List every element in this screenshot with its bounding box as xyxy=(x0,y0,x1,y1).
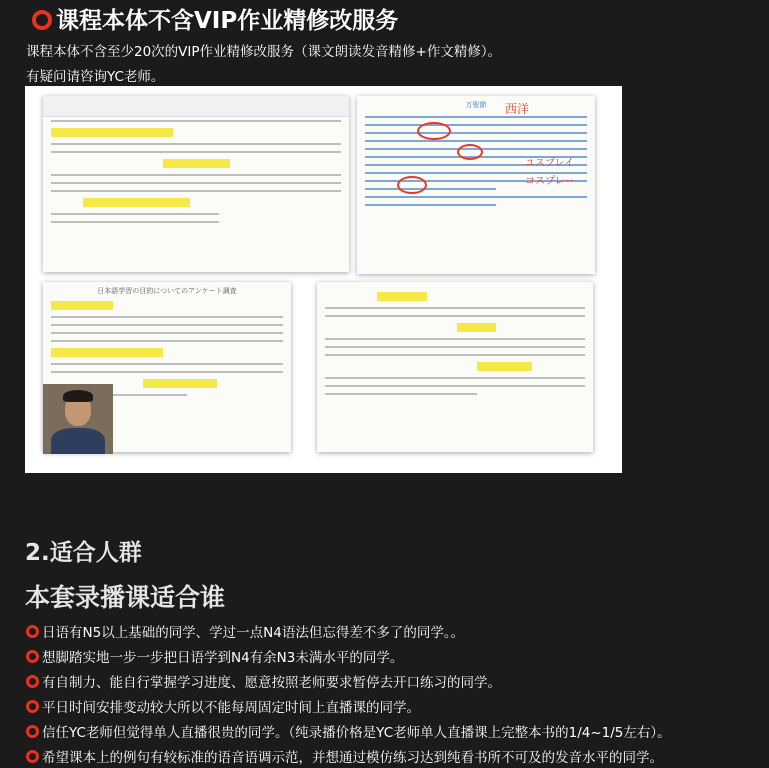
correction-circle xyxy=(397,176,427,194)
title-text: 课程本体不含VIP作业精修改服务 xyxy=(56,8,399,34)
circle-bullet-icon xyxy=(26,700,39,713)
doc-title: 日本語学習の目的についてのアンケート調査 xyxy=(97,287,237,295)
description-line: 课程本体不含至少20次的VIP作业精修改服务（课文朗读发音精修+作文精修）。 xyxy=(26,44,502,60)
doc-title: 万聖節 xyxy=(465,101,487,109)
circle-bullet-icon xyxy=(26,625,39,638)
section-subheading: 本套录播课适合谁 xyxy=(25,583,226,612)
editor-toolbar xyxy=(43,96,349,117)
contact-line: 有疑问请咨询YC老师。 xyxy=(26,69,165,85)
section-title xyxy=(32,2,398,35)
circle-bullet-icon xyxy=(26,675,39,688)
document-preview-annotated xyxy=(357,96,595,274)
section-heading: 2.适合人群 xyxy=(25,540,142,566)
circle-bullet-icon xyxy=(26,725,39,738)
list-item: 信任YC老师但觉得单人直播很贵的同学。（纯录播价格是YC老师单人直播课上完整本书的1/4~1/5左右）。 xyxy=(26,721,671,741)
list-item: 想脚踏实地一步一步把日语学到N4有余N3未满水平的同学。 xyxy=(26,646,403,666)
annotation-text: ユスプレイ xyxy=(525,158,575,169)
sample-correction-image xyxy=(25,86,622,473)
circle-bullet-icon xyxy=(32,10,52,30)
document-preview-text xyxy=(317,282,593,452)
circle-bullet-icon xyxy=(26,650,39,663)
list-item: 平日时间安排变动较大所以不能每周固定时间上直播课的同学。 xyxy=(26,696,420,716)
annotation-text: コスプレー xyxy=(525,176,575,187)
circle-bullet-icon xyxy=(26,750,39,763)
correction-circle xyxy=(457,144,483,160)
document-preview-essay xyxy=(43,96,349,272)
list-item: 有自制力、能自行掌握学习进度、愿意按照老师要求暂停去开口练习的同学。 xyxy=(26,671,501,691)
list-item: 希望课本上的例句有较标准的语音语调示范，并想通过模仿练习达到纯看书所不可及的发音水平的同学。 xyxy=(26,746,663,766)
annotation-text: 西洋 xyxy=(505,102,530,116)
teacher-video-thumbnail xyxy=(43,384,113,454)
list-item: 日语有N5以上基础的同学、学过一点N4语法但忘得差不多了的同学。。 xyxy=(26,621,464,641)
correction-circle xyxy=(417,122,451,140)
